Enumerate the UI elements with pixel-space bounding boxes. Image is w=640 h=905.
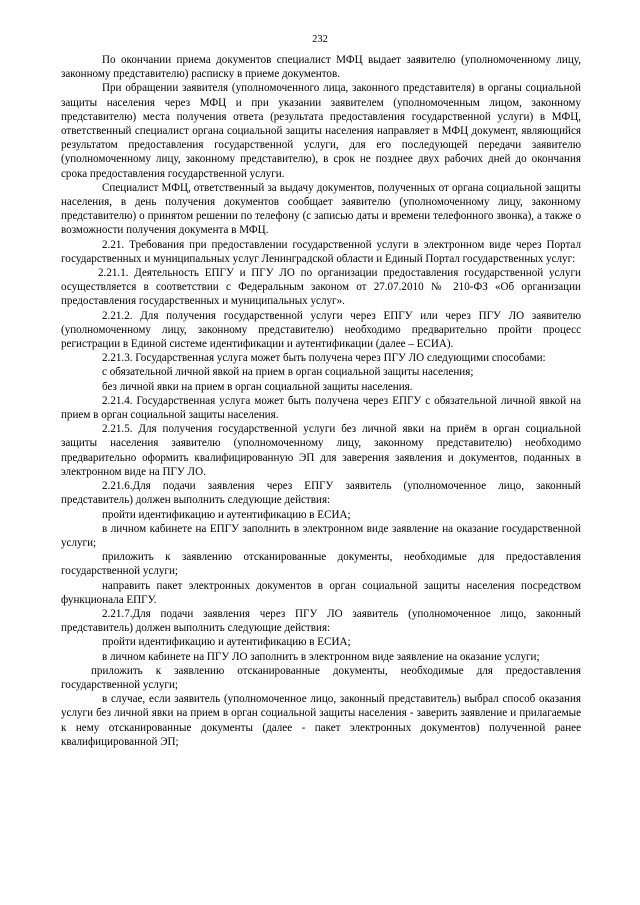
paragraph: 2.21.7.Для подачи заявления через ПГУ ЛО заявитель (уполномоченное лицо, законный представитель) должен выполнить следующие действия: (61, 607, 581, 635)
list-item: в случае, если заявитель (уполномоченное лицо, законный представитель) выбрал способ оказания услуги без личной явки на прием в орган социальной защиты населения - заверить заявление и прилагаемые к нему отсканированные документы (далее - пакет электронных документов) полученной ранее квалифицированной ЭП; (61, 693, 581, 748)
document-body (61, 53, 581, 749)
paragraph: 2.21.2. Для получения государственной услуги через ЕПГУ или через ПГУ ЛО заявителю (уполномоченному лицу, законному представителю) необходимо предварительно пройти процесс регистрации в Единой системе идентификации и аутентификации (далее – ЕСИА). (61, 309, 581, 351)
list-item: пройти идентификацию и аутентификацию в ЕСИА; (102, 636, 351, 649)
list-item: приложить к заявлению отсканированные документы, необходимые для предоставления государственной услуги; (61, 664, 581, 691)
list-item: пройти идентификацию и аутентификацию в ЕСИА; (102, 508, 351, 521)
list-item: направить пакет электронных документов в орган социальной защиты населения посредством функционала ЕПГУ. (61, 579, 581, 606)
list-item: с обязательной личной явкой на прием в орган социальной защиты населения; (102, 366, 474, 379)
list-item: в личном кабинете на ПГУ ЛО заполнить в электронном виде заявление на оказание услуги; (102, 650, 540, 663)
paragraph: 2.21.1. Деятельность ЕПГУ и ПГУ ЛО по организации предоставления государственной услуги осуществляется в соответствии с Федеральным законом от 27.07.2010 № 210-ФЗ «Об организации предоставления государственных и муниципальных услуг». (61, 267, 581, 308)
paragraph: 2.21. Требования при предоставлении государственной услуги в электронном виде через Портал государственных и муниципальных услуг Ленинградской области и Единый Портал государственных услуг: (61, 238, 581, 265)
paragraph: 2.21.3. Государственная услуга может быть получена через ПГУ ЛО следующими способами: (102, 352, 546, 365)
paragraph: Специалист МФЦ, ответственный за выдачу документов, полученных от органа социальной защиты населения, в день получения документов сообщает заявителю (уполномоченному лицу, законному представителю) о принятом решении по телефону (с записью даты и времени телефонного звонка), а также о возможности получения документа в МФЦ. (61, 181, 581, 237)
paragraph: По окончании приема документов специалист МФЦ выдает заявителю (уполномоченному лицу, законному представителю) расписку в приеме документов. (61, 54, 581, 81)
paragraph: При обращении заявителя (уполномоченного лица, законного представителя) в органы социальной защиты населения через МФЦ и при указании заявителем (уполномоченным лицом, законному представителю) места получения ответа (результата предоставления государственной услуги) в МФЦ, ответственный специалист органа социальной защиты населения направляет в МФЦ документ, являющийся результатом предоставления государственной услуги, для его последующей передачи заявителю (уполномоченному лицу, законному представителю), в срок не позднее двух рабочих дней до окончания срока предоставления государственной услуги. (61, 82, 581, 180)
list-item: в личном кабинете на ЕПГУ заполнить в электронном виде заявление на оказание государственной услуги; (61, 522, 581, 549)
paragraph: 2.21.5. Для получения государственной услуги без личной явки на приём в орган социальной защиты населения заявителю (уполномоченному лицу, законному представителю) необходимо предварительно оформить квалифицированную ЭП для заверения заявления и документов, поданных в электронном виде на ПГУ ЛО. (61, 423, 581, 478)
paragraph: 2.21.6.Для подачи заявления через ЕПГУ заявитель (уполномоченное лицо, законный представитель) должен выполнить следующие действия: (61, 480, 581, 507)
list-item: без личной явки на прием в орган социальной защиты населения. (102, 380, 413, 393)
list-item: приложить к заявлению отсканированные документы, необходимые для предоставления государственной услуги; (61, 551, 581, 578)
paragraph: 2.21.4. Государственная услуга может быть получена через ЕПГУ с обязательной личной явкой на прием в орган социальной защиты населения. (61, 394, 581, 422)
page-number: 232 (312, 34, 328, 45)
